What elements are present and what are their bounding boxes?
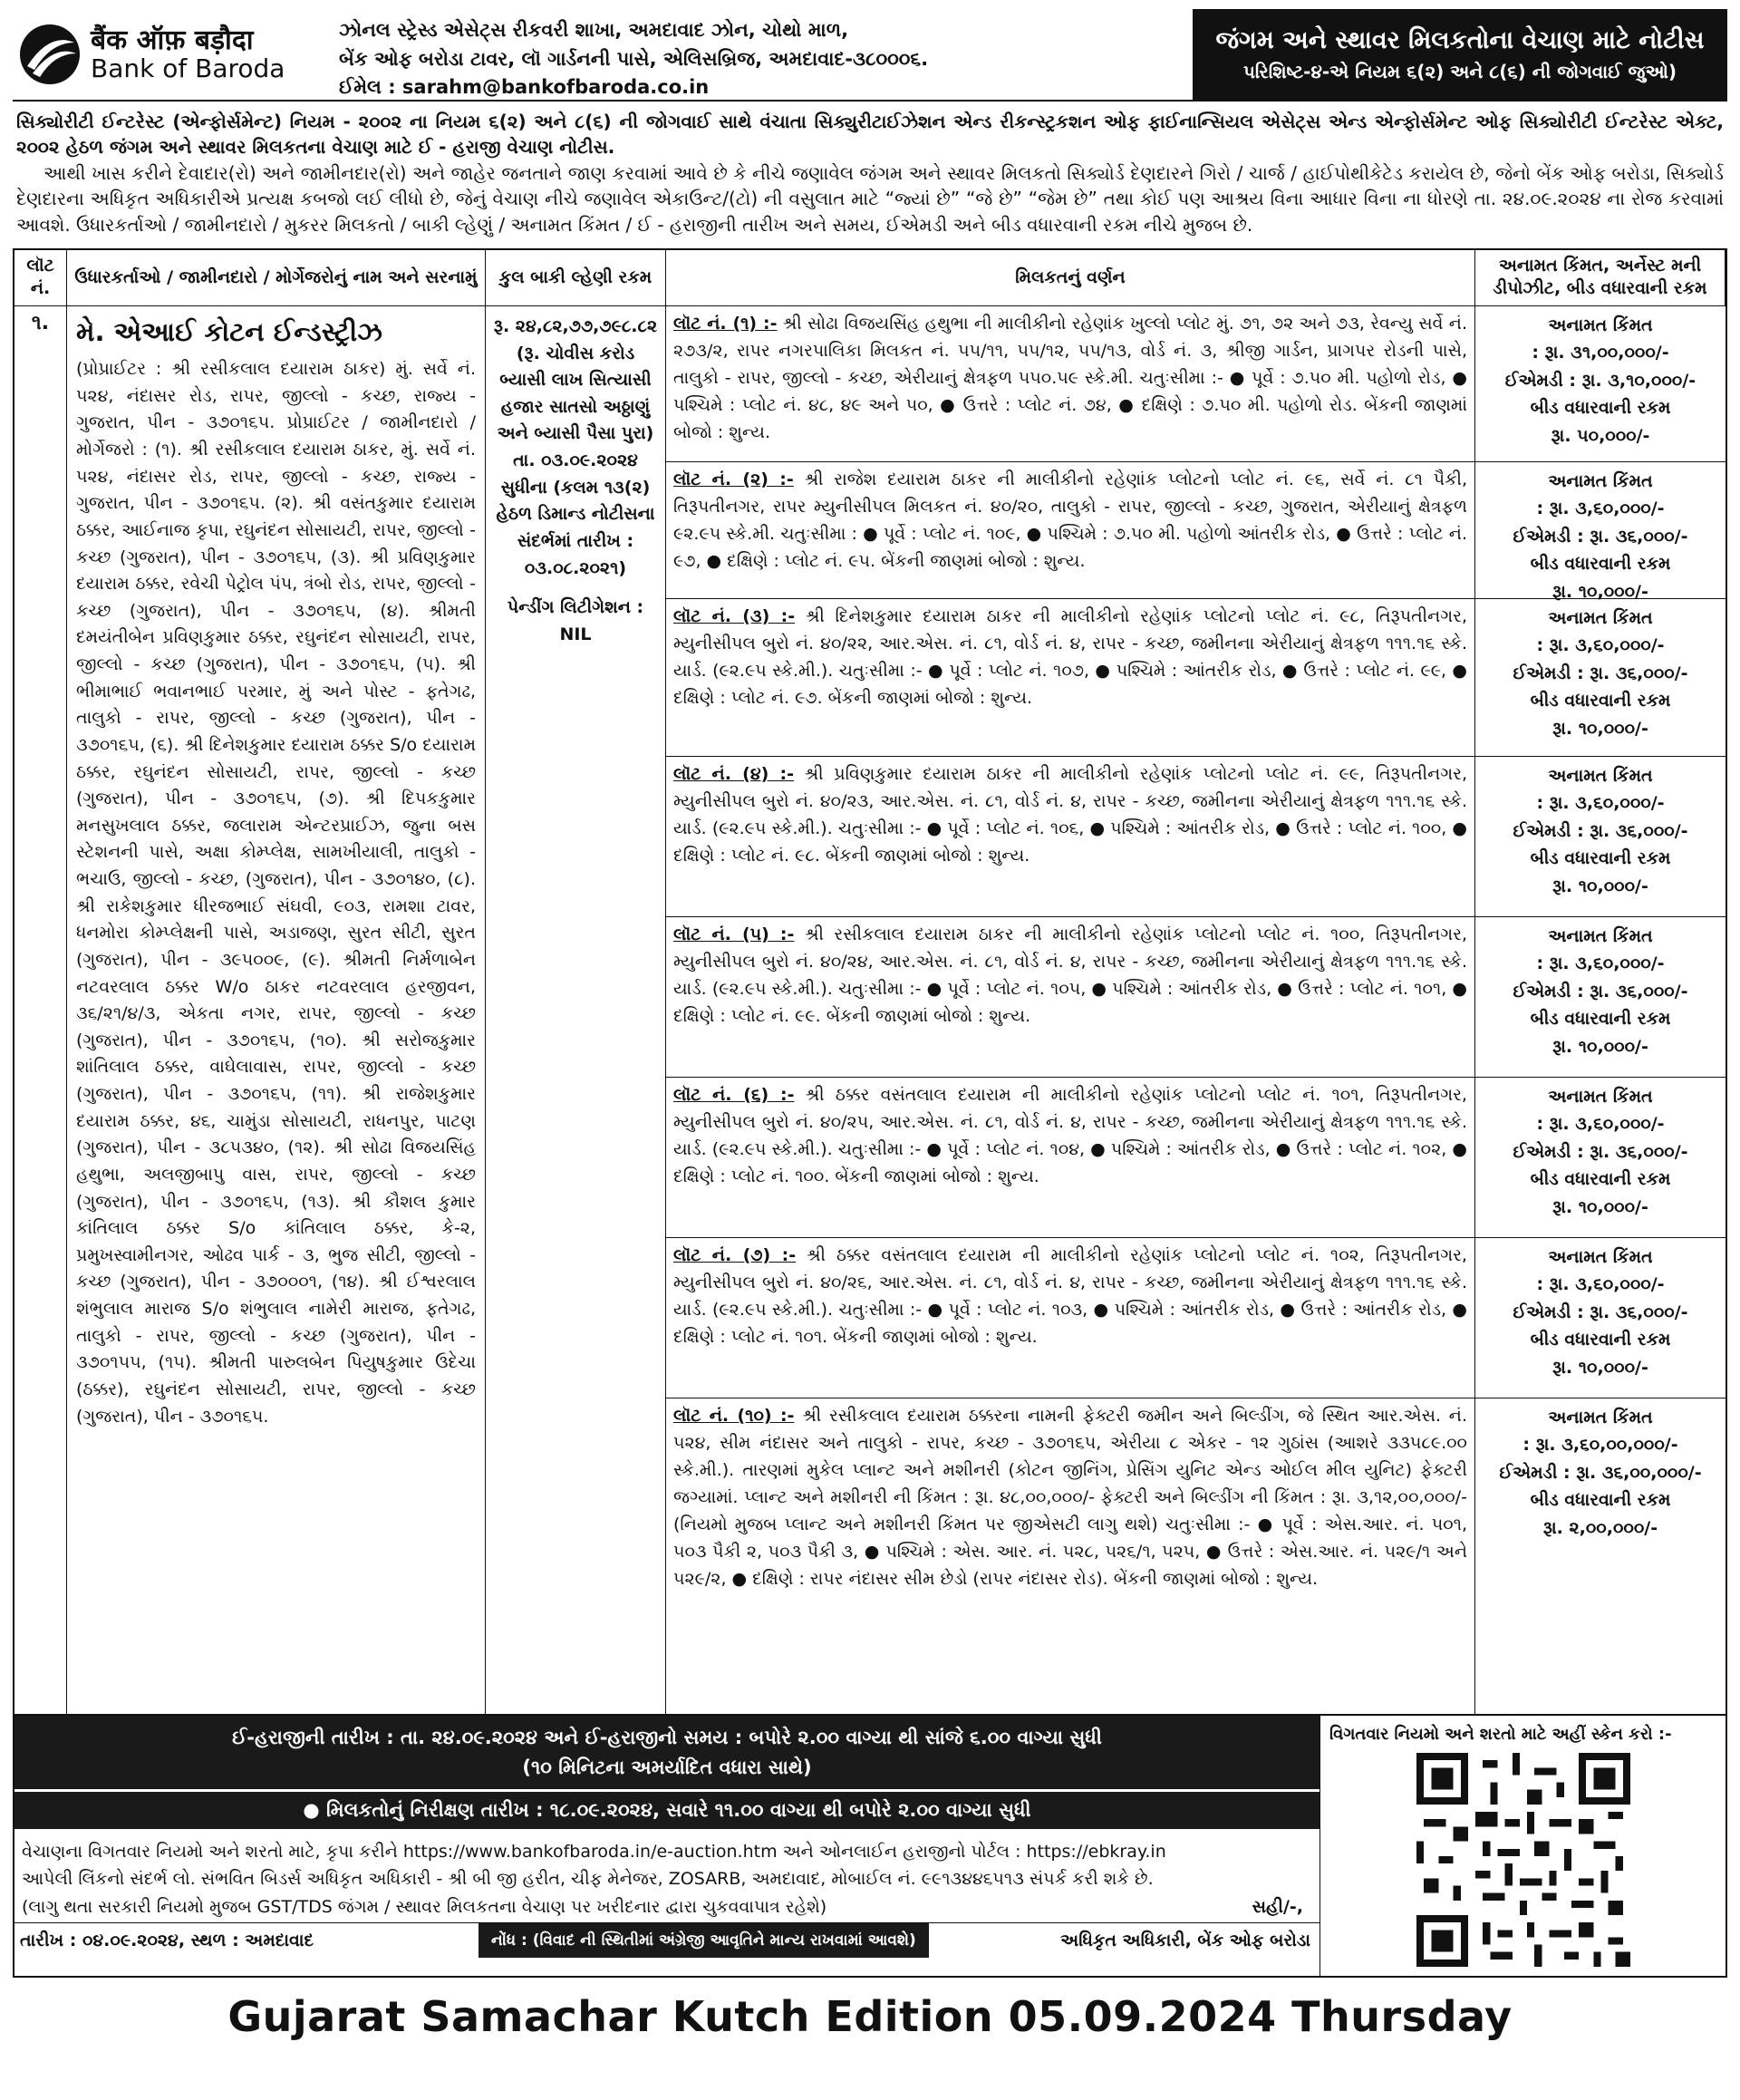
description-column bbox=[666, 306, 1475, 1714]
terms-text bbox=[14, 1829, 1320, 1922]
lot-description bbox=[666, 917, 1474, 1078]
emd-label: ઈએમડી bbox=[1513, 526, 1571, 547]
notice-header bbox=[13, 9, 1727, 102]
lot-description bbox=[666, 306, 1474, 462]
reserve-label: અનામત કિંમત bbox=[1548, 765, 1653, 786]
emd-value: : રૂા. ૩૬,૦૦૦/- bbox=[1577, 663, 1688, 683]
emd-label: ઈએમડી bbox=[1513, 820, 1571, 841]
borrower-details: (પ્રોપ્રાઈટર : શ્રી રસીકલાલ દયારામ ઠાકર) મું. સર્વે નં. ૫૨૪, નંદાસર રોડ, રાપર, જીલ્લો - કચ્છ, રાજ્ય - ગુજરાત, પીન - ૩૭૦૧૬૫. પ્રોપ્રાઈટર / જામીનદારો / મોર્ગેજરો : (૧). શ્રી રસીકલાલ દયારામ ઠાકર, મું. સર્વે નં. ૫૨૪, નંદાસર રોડ, રાપર, જીલ્લો - કચ્છ, રાજ્ય - ગુજરાત, પીન - ૩૭૦૧૬૫. (૨). શ્રી વસંતકુમાર દયારામ ઠક્કર, આઈનાજ કૃપા, રઘુનંદન સોસાયટી, રાપર, જીલ્લો - કચ્છ (ગુજરાત), પીન - ૩૭૦૧૬૫, (૩). શ્રી પ્રવિણકુમાર દયારામ ઠક્કર, રવેચી પેટ્રોલ પંપ, ત્રંબો રોડ, રાપર, જીલ્લો - કચ્છ (ગુજરાત), પીન - ૩૭૦૧૬૫, (૪). શ્રીમતી દમયંતીબેન પ્રવિણકુમાર ઠક્કર, રઘુનંદન સોસાયટી, રાપર, જીલ્લો - કચ્છ (ગુજરાત), પીન - ૩૭૦૧૬૫, (૫). શ્રી ભીમાભાઈ ભવાનભાઈ પરમાર, મું અને પોસ્ટ - ફતેગઢ, તાલુકો - રાપર, જીલ્લો - કચ્છ (ગુજરાત), પીન - ૩૭૦૧૬૫, (૬). શ્રી દિનેશકુમાર દયારામ ઠક્કર S/o દયારામ ઠક્કર, રઘુનંદન સોસાયટી, રાપર, જીલ્લો - કચ્છ (ગુજરાત), પીન - ૩૭૦૧૬૫, (૭). શ્રી દિપકકુમાર મનસુખલાલ ઠક્કર, જલારામ એન્ટરપ્રાઈઝ, જુના બસ સ્ટેશનની પાસે, અક્ષા કોમ્પ્લેક્ષ, સામખીયાલી, તાલુકો - ભચાઉ, જીલ્લો - કચ્છ, (ગુજરાત), પીન - ૩૭૦૧૪૦, (૮). શ્રી રાકેશકુમાર ધીરજભાઈ સંઘવી, ૯૦૩, રામશા ટાવર, ધનમોરા કોમ્પ્લેક્ષની પાસે, અડાજણ, સુરત સીટી, સુરત (ગુજરાત), પીન - ૩૯૫૦૦૯, (૯). શ્રીમતી નિર્મળાબેન નટવરલાલ ઠક્કર W/o ઠાકર નટવરલાલ હરજીવન, ૩૬/૨૧/૪/૩, એકતા નગર, રાપર, જીલ્લો - કચ્છ (ગુજરાત), પીન - ૩૭૦૧૬૫, (૧૦). શ્રી સરોજકુમાર શાંતિલાલ ઠક્કર, વાઘેલાવાસ, રાપર, જીલ્લો - કચ્છ (ગુજરાત), પીન - ૩૭૦૧૬૫, (૧૧). શ્રી રાજેશકુમાર દયારામ ઠક્કર, ૪૬, ચામુંડા સોસાયટી, રાધનપુર, પાટણ (ગુજરાત), પીન - ૩૮૫૩૪૦, (૧૨). શ્રી સોઢા વિજયસિંહ હથુભા, અલજીબાપુ વાસ, રાપર, જીલ્લો - કચ્છ (ગુજરાત), પીન - ૩૭૦૧૬૫, (૧૩). શ્રી કૌશલ કુમાર કાંતિલાલ ઠક્કર S/o કાંતિલાલ ઠક્કર, કે-૨, પ્રમુખસ્વામીનગર, ઓઢવ પાર્ક - ૩, ભુજ સીટી, જીલ્લો - કચ્છ (ગુજરાત), પીન - ૩૭૦૦૦૧, (૧૪). શ્રી ઈશ્વરલાલ શંભુલાલ મારાજ S/o શંભુલાલ નામેરી મારાજ, ફતેગઢ, તાલુકો - રાપર, જીલ્લો - કચ્છ (ગુજરાત), પીન - ૩૭૦૧૫૫, (૧૫). શ્રીમતી પારુલબેન પિયુષકુમાર ઉદેચા (ઠક્કર), રઘુનંદન સોસાયટી, રાપર, જીલ્લો - કચ્છ (ગુજરાત), પીન - ૩૭૦૧૬૫. bbox=[76, 359, 476, 1427]
lot-number: લૉટ નં. (૭) :- bbox=[673, 1244, 797, 1265]
emd-label: ઈએમડી bbox=[1513, 663, 1571, 683]
lot-number: લૉટ નં. (૧૦) :- bbox=[673, 1405, 795, 1426]
authorised-officer: અધિકૃત અધિકારી, બેંક ઓફ બરોડા bbox=[1060, 1931, 1310, 1951]
qr-panel bbox=[1320, 1716, 1726, 1976]
bid-label: બીડ વધારવાની રકમ bbox=[1530, 1009, 1671, 1030]
lot-description bbox=[666, 757, 1474, 917]
lot-text: શ્રી રસીકલાલ દયારામ ઠક્કરના નામની ફેક્ટરી જમીન અને બિલ્ડીંગ, જે સ્થિત આર.એસ. નં. ૫૨૪, સીમ નંદાસર અને તાલુકો - રાપર, કચ્છ - ૩૭૦૧૬૫, એરીયા ૮ એકર - ૧૨ ગુઠાંસ (આશરે ૩૩૫૮૯.૦૦ સ્કે.મી.). તારણમાં મુકેલ પ્લાન્ટ અને મશીનરી (કોટન જીનિંગ, પ્રેસિંગ યુનિટ એન્ડ ઓઈલ મીલ યુનિટ) ફેક્ટરી જગ્યામાં. પ્લાન્ટ અને મશીનરી ની કિંમત : રૂા. ૪૮,૦૦,૦૦૦/- ફેક્ટરી અને બિલ્ડીંગ ની કિંમત : રૂા. ૩,૧૨,૦૦,૦૦૦/- (નિયમો મુજબ પ્લાન્ટ અને મશીનરી કિંમત પર જીએસટી લાગુ થશે) ચતુઃસીમા :- ● પૂર્વે : એસ.આર. નં. ૫૦૧, ૫૦૩ પૈકી ૨, ૫૦૩ પૈકી ૩, ● પશ્ચિમે : એસ. આર. નં. ૫૨૮, ૫૨૬/૧, ૫૨૫, ● ઉત્તરે : એસ.આર. નં. ૫૨૯/૧ અને ૫૨૯/૨, ● દક્ષિણે : રાપર નંદાસર સીમ છેડો (રાપર નંદાસર રોડ). બેંકની જાણમાં બોજો : શુન્ય. bbox=[673, 1405, 1468, 1590]
litigation-value: NIL bbox=[559, 624, 592, 644]
bid-label: બીડ વધારવાની રકમ bbox=[1530, 554, 1671, 575]
reserve-value: : રૂા. ૩,૬૦,૦૦૦/- bbox=[1536, 1114, 1665, 1135]
lot-number: લૉટ નં. (૧) :- bbox=[673, 313, 778, 334]
terms-line-2: આપેલી લિંકનો સંદર્ભ લો. સંભવિત બિડર્સ અધિકૃત અધિકારી - શ્રી બી જી હરીત, ચીફ મેનેજર, ZOSARB, અમદાવાદ, મોબાઈલ નં. ૯૯૧૩૪૪૬૫૧૩ સંપર્ક કરી શકે છે. bbox=[22, 1869, 1154, 1890]
language-note: નોંધ : (વિવાદ ની સ્થિતીમાં અંગ્રેજી આવૃતિને માન્ય રાખવામાં આવશે) bbox=[478, 1923, 929, 1958]
bank-name-hindi: बैंक ऑफ़ बड़ौदा bbox=[91, 24, 254, 57]
reserve-value: : રૂા. ૩,૬૦,૦૦૦/- bbox=[1536, 953, 1665, 974]
reserve-label: અનામત કિંમત bbox=[1548, 1407, 1653, 1427]
header-lot-no: લૉટ નં. bbox=[14, 250, 67, 306]
lot-number: લૉટ નં. (૩) :- bbox=[673, 605, 796, 626]
bid-value: રૂા. ૧૦,૦૦૦/- bbox=[1552, 581, 1648, 602]
auction-date-bar bbox=[14, 1716, 1320, 1789]
header-description: મિલકતનું વર્ણન bbox=[666, 250, 1475, 306]
branch-line-1: ઝોનલ સ્ટ્રેસ્ડ એસેટ્સ રીકવરી શાખા, અમદાવાદ ઝોન, ચોથો માળ, bbox=[339, 19, 849, 41]
bid-label: બીડ વધારવાની રકમ bbox=[1530, 1330, 1671, 1350]
borrower-cell bbox=[67, 306, 486, 1714]
reserve-value: : રૂા. ૩,૬૦,૦૦૦/- bbox=[1536, 498, 1665, 519]
bid-value: રૂા. ૧૦,૦૦૦/- bbox=[1552, 1036, 1648, 1057]
bid-value: રૂા. ૧૦,૦૦૦/- bbox=[1552, 1357, 1648, 1378]
emd-label: ઈએમડી bbox=[1513, 981, 1571, 1002]
emd-value: : રૂા. ૩૬,૦૦૦/- bbox=[1577, 526, 1688, 547]
bid-value: રૂા. ૨,૦૦,૦૦૦/- bbox=[1542, 1517, 1658, 1538]
lot-text: શ્રી રાજેશ દયારામ ઠાકર ની માલીકીનો રહેણાંક પ્લોટનો પ્લોટ નં. ૯૬, સર્વે નં. ૮૧ પૈકી, તિરૂપતીનગર, રાપર મ્યુનીસીપલ મિલકત નં. ૪૦/૨૦, તાલુકો - રાપર, જીલ્લો - કચ્છ, ગુજરાત, એરીયાનું ક્ષેત્રફળ ૯૨.૯૫ સ્કે.મી. ચતુઃસીમા : ● પૂર્વે : પ્લોટ નં. ૧૦૯, ● પશ્ચિમે : ૭.૫૦ મી. પહોળો આંતરીક રોડ, ● ઉત્તરે : પ્લોટ નં. ૯૭, ● દક્ષિણે : પ્લોટ નં. ૯૫. બેંકની જાણમાં બોજો : શુન્ય. bbox=[673, 469, 1467, 571]
lot-price bbox=[1475, 757, 1726, 917]
price-column bbox=[1475, 306, 1726, 1714]
bid-label: બીડ વધારવાની રકમ bbox=[1530, 1169, 1671, 1190]
lot-price bbox=[1475, 1078, 1726, 1238]
qr-code-icon[interactable] bbox=[1416, 1753, 1630, 1967]
date-place-row bbox=[14, 1922, 1320, 1958]
notice-subtitle: પરિશિષ્ટ-૪-એ નિયમ ૬(૨) અને ૮(૬) ની જોગવાઈ જુઓ) bbox=[1242, 61, 1677, 82]
emd-value: : રૂા. ૩૬,૦૦૦/- bbox=[1577, 1302, 1688, 1322]
bid-value: રૂા. ૧૦,૦૦૦/- bbox=[1552, 876, 1648, 896]
emd-value: : રૂા. ૩૬,૦૦૦/- bbox=[1577, 1141, 1688, 1162]
reserve-value: : રૂા. ૩,૬૦,૦૦૦/- bbox=[1536, 635, 1665, 656]
bank-of-baroda-logo-icon bbox=[18, 23, 82, 86]
reserve-value: : રૂા. ૩૧,૦૦,૦૦૦/- bbox=[1532, 343, 1669, 363]
reserve-label: અનામત કિંમત bbox=[1548, 925, 1653, 946]
bank-logo bbox=[13, 9, 326, 100]
bid-label: બીડ વધારવાની રકમ bbox=[1530, 398, 1671, 419]
lot-description bbox=[666, 1238, 1474, 1398]
lot-price bbox=[1475, 1398, 1726, 1714]
reserve-label: અનામત કિંમત bbox=[1548, 470, 1653, 491]
lot-description bbox=[666, 599, 1474, 757]
dues-amount: રૂ. ૨૪,૮૨,૭૭,૭૯૮.૮૨ (રૂ. ચોવીસ કરોડ બ્યાસી લાખ સિત્યાસી હજાર સાતસો અઠ્ઠાણું અને બ્યાસી પૈસા પુરા) તા. ૦૩.૦૯.૨૦૨૪ સુધીના (કલમ ૧૩(૨) હેઠળ ડિમાન્ડ નોટીસના સંદર્ભમાં તારીખ : ૦૩.૦૮.૨૦૨૧) bbox=[493, 315, 658, 578]
notice-title-box bbox=[1193, 9, 1727, 100]
litigation-label: પેન્ડીંગ લિટીગેશન : bbox=[507, 597, 644, 618]
branch-address bbox=[326, 9, 1193, 100]
lot-price bbox=[1475, 1238, 1726, 1398]
emd-value: : રૂા. ૩૬,૦૦૦/- bbox=[1577, 981, 1688, 1002]
reserve-value: : રૂા. ૩,૬૦,૦૦,૦૦૦/- bbox=[1522, 1435, 1678, 1456]
auction-extension-line: (૧૦ મિનિટના અમર્યાદિત વધારા સાથે) bbox=[522, 1756, 812, 1778]
emd-label: ઈએમડી bbox=[1504, 370, 1563, 391]
lot-text: શ્રી દિનેશકુમાર દયારામ ઠાકર ની માલીકીનો રહેણાંક પ્લોટનો પ્લોટ નં. ૯૮, તિરૂપતીનગર, મ્યુનીસીપલ બુરો નં. ૪૦/૨૨, આર.એસ. નં. ૮૧, વોર્ડ નં. ૪, રાપર - કચ્છ, જમીનના એરીયાનું ક્ષેત્રફળ ૧૧૧.૧૬ સ્કે. યાર્ડ. (૯૨.૯૫ સ્કે.મી.). ચતુઃસીમા :- ● પૂર્વે : પ્લોટ નં. ૧૦૭, ● પશ્ચિમે : આંતરીક રોડ, ● ઉત્તરે : પ્લોટ નં. ૯૯, ● દક્ષિણે : પ્લોટ નં. ૯૭. બેંકની જાણમાં બોજો : શુન્ય. bbox=[673, 605, 1467, 708]
terms-line-3: (લાગુ થતા સરકારી નિયમો મુજબ GST/TDS જંગમ / સ્થાવર મિલકતના વેચાણ પર ખરીદનાર દ્વારા ચુકવવાપાત્ર રહેશે) bbox=[22, 1896, 827, 1917]
date-place: તારીખ : ૦૪.૦૯.૨૦૨૪, સ્થળ : અમદાવાદ bbox=[20, 1931, 314, 1951]
reserve-label: અનામત કિંમત bbox=[1548, 315, 1653, 335]
emd-value: : રૂા. ૩૬,૦૦,૦૦૦/- bbox=[1563, 1462, 1702, 1483]
lot-price bbox=[1475, 599, 1726, 757]
auction-table bbox=[13, 248, 1727, 1716]
terms-line-1: વેચાણના વિગતવાર નિયમો અને શરતો માટે, કૃપા કરીને https://www.bankofbaroda.in/e-auction.htm અને ઓનલાઈન હરાજીનો પોર્ટલ : https://ebkray.in bbox=[22, 1842, 1166, 1863]
lot-text: શ્રી ઠક્કર વસંતલાલ દયારામ ની માલીકીનો રહેણાંક પ્લોટનો પ્લોટ નં. ૧૦૧, તિરૂપતીનગર, મ્યુનીસીપલ બુરો નં. ૪૦/૨૫, આર.એસ. નં. ૮૧, વોર્ડ નં. ૪, રાપર - કચ્છ, જમીનના એરીયાનું ક્ષેત્રફળ ૧૧૧.૧૬ સ્કે. યાર્ડ. (૯૨.૯૫ સ્કે.મી.). ચતુઃસીમા :- ● પૂર્વે : પ્લોટ નં. ૧૦૪, ● પશ્ચિમે : આંતરીક રોડ, ● ઉત્તરે : પ્લોટ નં. ૧૦૨, ● દક્ષિણે : પ્લોટ નં. ૧૦૦. બેંકની જાણમાં બોજો : શુન્ય. bbox=[673, 1084, 1467, 1186]
notice-title: જંગમ અને સ્થાવર મિલકતોના વેચાણ માટે નોટીસ bbox=[1215, 26, 1705, 54]
emd-value: : રૂા. ૩,૧૦,૦૦૦/- bbox=[1569, 370, 1696, 391]
lot-number: લૉટ નં. (૪) :- bbox=[673, 763, 795, 784]
lot-price bbox=[1475, 917, 1726, 1078]
lot-description bbox=[666, 462, 1474, 599]
bid-value: રૂા. ૧૦,૦૦૦/- bbox=[1552, 718, 1648, 739]
bank-name-english: Bank of Baroda bbox=[91, 53, 285, 84]
bid-value: રૂા. ૧૦,૦૦૦/- bbox=[1552, 1196, 1648, 1217]
lot-number: લૉટ નં. (૬) :- bbox=[673, 1084, 795, 1105]
qr-label: વિગતવાર નિયમો અને શરતો માટે અહીં સ્કેન કરો :- bbox=[1329, 1724, 1672, 1744]
dues-cell bbox=[486, 306, 666, 1714]
lot-text: શ્રી સોઢા વિજયસિંહ હથુભા ની માલીકીનો રહેણાંક ખુલ્લો પ્લોટ મું. ૭૧, ૭૨ અને ૭૩, રેવન્યુ સર્વે નં. ૨૭૩/૨, રાપર નગરપાલિકા મિલકત નં. ૫૫/૧૧, ૫૫/૧૨, ૫૫/૧૩, વોર્ડ નં. ૩, શ્રીજી ગાર્ડન, પ્રાગપર રોડની પાસે, તાલુકો - રાપર, જીલ્લો - કચ્છ, એરીયાનું ક્ષેત્રફળ ૫૫૦.૫૯ સ્કે.મી. ચતુઃસીમા :- ● પૂર્વે : ૭.૫૦ મી. પહોળો રોડ, ● પશ્ચિમે : પ્લોટ નં. ૪૮, ૪૯ અને ૫૦, ● ઉત્તરે : પ્લોટ નં. ૭૪, ● દક્ષિણે : ૭.૫૦ મી. પહોળો રોડ. બેંકની જાણમાં બોજો : શુન્ય. bbox=[673, 313, 1467, 443]
intro-section bbox=[13, 102, 1727, 245]
branch-line-2: બેંક ઓફ બરોડા ટાવર, લૉ ગાર્ડનની પાસે, એલિસબ્રિજ, અમદાવાદ-૩૮૦૦૦૬. bbox=[339, 47, 929, 70]
lot-number: લૉટ નં. (૨) :- bbox=[673, 469, 794, 489]
reserve-value: : રૂા. ૩,૬૦,૦૦૦/- bbox=[1536, 1274, 1665, 1295]
intro-lead: સિક્યોરીટી ઈન્ટરેસ્ટ (એન્ફોર્સમેન્ટ) નિયમ - ૨૦૦૨ ના નિયમ ૬(૨) અને ૮(૬) ની જોગવાઈ સાથે વંચાતા સિક્યુરીટાઈઝેશન એન્ડ રીકન્સ્ટ્રકશન ઓફ ફાઈનાન્સિયલ એસેટ્સ એન્ડ એન્ફોર્સમેન્ટ ઓફ સિક્યોરીટી ઈન્ટરેસ્ટ એક્ટ, ૨૦૦૨ હેઠળ જંગમ અને સ્થાવર મિલકતના વેચાણ માટે ઈ - હરાજી વેચાણ નોટીસ. bbox=[16, 111, 1724, 159]
inspection-bar: ● મિલકતોનું નિરીક્ષણ તારીખ : ૧૮.૦૯.૨૦૨૪, સવારે ૧૧.૦૦ વાગ્યા થી બપોરે ૨.૦૦ વાગ્યા સુધી bbox=[14, 1789, 1320, 1829]
serial-number: ૧. bbox=[14, 306, 67, 1714]
bid-label: બીડ વધારવાની રકમ bbox=[1530, 691, 1671, 711]
header-price: અનામત કિંમત, અર્નેસ્ટ મની ડીપોઝીટ, બીડ વધારવાની રકમ bbox=[1475, 250, 1726, 306]
reserve-label: અનામત કિંમત bbox=[1548, 1086, 1653, 1107]
lot-number: લૉટ નં. (૫) :- bbox=[673, 924, 795, 944]
newspaper-edition: Gujarat Samachar Kutch Edition 05.09.2024 Thursday bbox=[227, 1991, 1513, 2041]
header-borrower: ઉધારકર્તાઓ / જામીનદારો / મોર્ગેજરોનું નામ અને સરનામું bbox=[67, 250, 486, 306]
reserve-label: અનામત કિંમત bbox=[1548, 1246, 1653, 1267]
lot-text: શ્રી રસીકલાલ દયારામ ઠાકર ની માલીકીનો રહેણાંક પ્લોટનો પ્લોટ નં. ૧૦૦, તિરૂપતીનગર, મ્યુનીસીપલ બુરો નં. ૪૦/૨૪, આર.એસ. નં. ૮૧, વોર્ડ નં. ૪, રાપર - કચ્છ, જમીનના એરીયાનું ક્ષેત્રફળ ૧૧૧.૧૬ સ્કે. યાર્ડ. (૯૨.૯૫ સ્કે.મી.). ચતુઃસીમા :- ● પૂર્વે : પ્લોટ નં. ૧૦૫, ● પશ્ચિમે : આંતરીક રોડ, ● ઉત્તરે : પ્લોટ નં. ૧૦૧, ● દક્ષિણે : પ્લોટ નં. ૯૯. બેંકની જાણમાં બોજો : શુન્ય. bbox=[673, 924, 1467, 1026]
auction-date-line: ઈ-હરાજીની તારીખ : તા. ૨૪.૦૯.૨૦૨૪ અને ઈ-હરાજીનો સમય : બપોરે ૨.૦૦ વાગ્યા થી સાંજે ૬.૦૦ વાગ્યા સુધી bbox=[232, 1726, 1102, 1748]
intro-body: આથી ખાસ કરીને દેવાદાર(રો) અને જામીનદાર(રો) અને જાહેર જનતાને જાણ કરવામાં આવે છે કે નીચે જણાવેલ જંગમ અને સ્થાવર મિલકતો સિક્યોર્ડ દેણદારને ગિરો / ચાર્જ / હાઈપોથીકેટેડ કરાયેલ છે, જેનો બેંક ઓફ બરોડા, સિક્યોર્ડ દેણદારના અધિકૃત અધિકારીએ પ્રત્યક્ષ કબજો લઈ લીધો છે, જેનું વેચાણ નીચે જણાવેલ એકાઉન્ટ/(ટો) ની વસુલાત માટે “જ્યાં છે” “જે છે” “જેમ છે” તથા કોઈ પણ આશ્રય વિના આધાર વિના ના ધોરણે તા. ૨૪.૦૯.૨૦૨૪ ના રોજ કરવામાં આવશે. ઉધારકર્તાઓ / જામીનદારો / મુકરર મિલકતો / બાકી લ્હેણું / અનામત કિંમત / ઈ - હરાજીની તારીખ અને સમય, ઈએમડી અને બીડ વધારવાની રકમ નીચે મુજબ છે. bbox=[16, 161, 1724, 236]
borrower-name: મે. એઆઈ કોટન ઈન્ડસ્ટ્રીઝ bbox=[76, 315, 382, 347]
emd-label: ઈએમડી bbox=[1513, 1302, 1571, 1322]
bid-value: રૂા. ૫૦,૦૦૦/- bbox=[1551, 425, 1650, 446]
bid-label: બીડ વધારવાની રકમ bbox=[1530, 1490, 1671, 1511]
lot-description bbox=[666, 1078, 1474, 1238]
reserve-value: : રૂા. ૩,૬૦,૦૦૦/- bbox=[1536, 793, 1665, 814]
emd-value: : રૂા. ૩૬,૦૦૦/- bbox=[1577, 820, 1688, 841]
emd-label: ઈએમડી bbox=[1499, 1462, 1558, 1483]
signature: સહી/-, bbox=[1252, 1896, 1303, 1917]
lot-text: શ્રી પ્રવિણકુમાર દયારામ ઠાકર ની માલીકીનો રહેણાંક પ્લોટનો પ્લોટ નં. ૯૯, તિરૂપતીનગર, મ્યુનીસીપલ બુરો નં. ૪૦/૨૩, આર.એસ. નં. ૮૧, વોર્ડ નં. ૪, રાપર - કચ્છ, જમીનના એરીયાનું ક્ષેત્રફળ ૧૧૧.૧૬ સ્કે. યાર્ડ. (૯૨.૯૫ સ્કે.મી.). ચતુઃસીમા :- ● પૂર્વે : પ્લોટ નં. ૧૦૬, ● પશ્ચિમે : આંતરીક રોડ, ● ઉત્તરે : પ્લોટ નં. ૧૦૦, ● દક્ષિણે : પ્લોટ નં. ૯૮. બેંકની જાણમાં બોજો : શુન્ય. bbox=[673, 763, 1467, 866]
branch-email: ઈમેલ : sarahm@bankofbaroda.co.in bbox=[339, 76, 710, 98]
lot-price bbox=[1475, 462, 1726, 602]
footer-left bbox=[14, 1716, 1320, 1976]
footer-section bbox=[13, 1716, 1727, 1978]
lot-price bbox=[1475, 306, 1726, 462]
lot-description bbox=[666, 1398, 1474, 1714]
reserve-label: અનામત કિંમત bbox=[1548, 607, 1653, 628]
header-dues: કુલ બાકી લ્હેણી રકમ bbox=[486, 250, 666, 306]
lot-text: શ્રી ઠક્કર વસંતલાલ દયારામ ની માલીકીનો રહેણાંક પ્લોટનો પ્લોટ નં. ૧૦૨, તિરૂપતીનગર, મ્યુનીસીપલ બુરો નં. ૪૦/૨૬, આર.એસ. નં. ૮૧, વોર્ડ નં. ૪, રાપર - કચ્છ, જમીનના એરીયાનું ક્ષેત્રફળ ૧૧૧.૧૬ સ્કે. યાર્ડ. (૯૨.૯૫ સ્કે.મી.). ચતુઃસીમા :- ● પૂર્વે : પ્લોટ નં. ૧૦૩, ● પશ્ચિમે : આંતરીક રોડ, ● ઉત્તરે : આંતરીક રોડ, ● દક્ષિણે : પ્લોટ નં. ૧૦૧. બેંકની જાણમાં બોજો : શુન્ય. bbox=[673, 1244, 1467, 1347]
bid-label: બીડ વધારવાની રકમ bbox=[1530, 848, 1671, 869]
emd-label: ઈએમડી bbox=[1513, 1141, 1571, 1162]
